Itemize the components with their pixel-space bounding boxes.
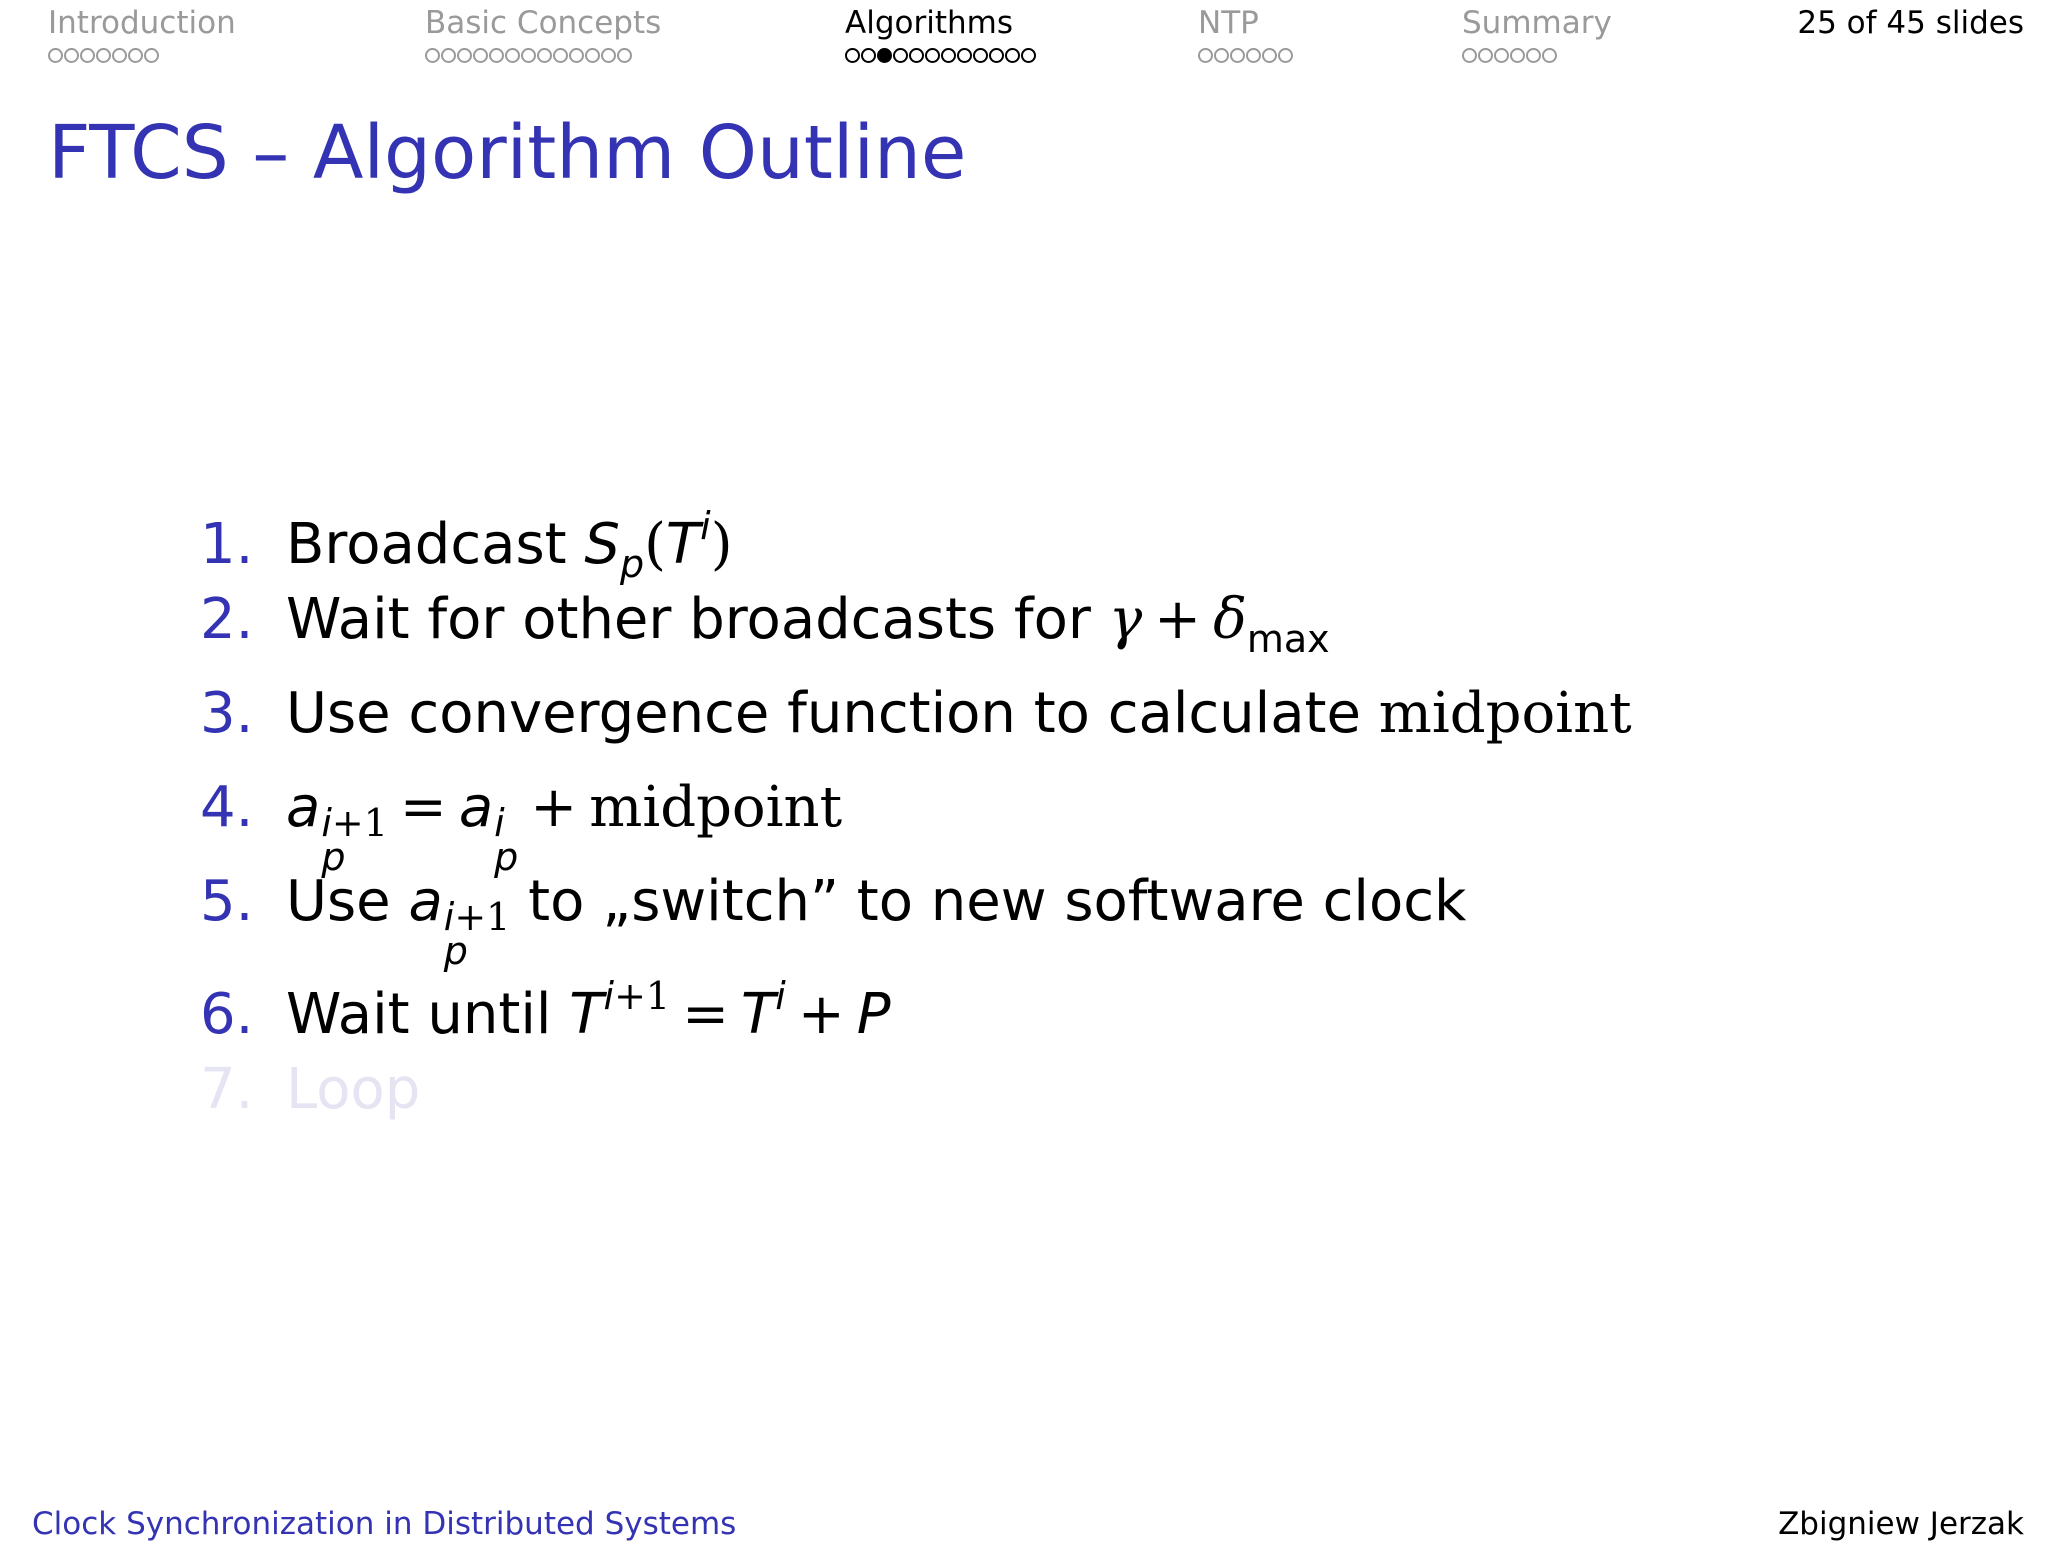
nav-dot[interactable] (144, 48, 159, 63)
page-title: FTCS – Algorithm Outline (48, 110, 967, 196)
navigation-bar (0, 0, 2048, 80)
nav-dot[interactable] (1542, 48, 1557, 63)
nav-dot[interactable] (1494, 48, 1509, 63)
nav-dot[interactable] (893, 48, 908, 63)
nav-dot[interactable] (1262, 48, 1277, 63)
nav-dot[interactable] (425, 48, 440, 63)
nav-dot[interactable] (585, 48, 600, 63)
step-math: $S_p(T^i)$ (584, 504, 733, 586)
nav-dot[interactable] (128, 48, 143, 63)
list-item (200, 768, 1632, 879)
nav-dot[interactable] (569, 48, 584, 63)
list-item (200, 1050, 1632, 1144)
nav-dot[interactable] (1021, 48, 1036, 63)
nav-dot[interactable] (1230, 48, 1245, 63)
step-number: 2. (200, 587, 254, 652)
nav-section-introduction[interactable] (48, 4, 236, 66)
nav-dot[interactable] (1198, 48, 1213, 63)
step-number: 3. (200, 681, 254, 746)
step-text: Loop (286, 1057, 421, 1122)
step-number: 5. (200, 869, 254, 934)
nav-dots (425, 48, 661, 66)
nav-dot[interactable] (1246, 48, 1261, 63)
nav-dot[interactable] (489, 48, 504, 63)
nav-dot[interactable] (48, 48, 63, 63)
step-number: 1. (200, 512, 254, 577)
nav-dot[interactable] (941, 48, 956, 63)
step-number: 6. (200, 982, 254, 1047)
nav-dot[interactable] (1510, 48, 1525, 63)
step-number: 7. (200, 1057, 254, 1122)
nav-section-title[interactable]: Basic Concepts (425, 5, 662, 41)
nav-dot[interactable] (1478, 48, 1493, 63)
nav-dot[interactable] (64, 48, 79, 63)
nav-dot[interactable] (1526, 48, 1541, 63)
nav-dots (845, 48, 1036, 66)
step-text: Broadcast (286, 512, 567, 577)
nav-section-basic-concepts[interactable] (425, 4, 661, 66)
nav-dot[interactable] (957, 48, 972, 63)
step-math: a i+1 p = a i p + midpoint (286, 775, 843, 879)
nav-section-title[interactable]: Summary (1462, 5, 1612, 41)
nav-dot[interactable] (617, 48, 632, 63)
nav-dot[interactable] (989, 48, 1004, 63)
nav-section-algorithms[interactable] (845, 4, 1036, 66)
step-text: Use convergence function to calculate (286, 681, 1361, 746)
nav-section-title[interactable]: NTP (1198, 5, 1259, 41)
step-math: $T^{i+1} = T^i + P$ (569, 974, 891, 1047)
nav-dot[interactable] (1462, 48, 1477, 63)
nav-dot-current[interactable] (877, 48, 892, 63)
step-text: Use (286, 869, 391, 934)
nav-dots (1198, 48, 1293, 66)
list-item (200, 580, 1632, 674)
nav-dot[interactable] (909, 48, 924, 63)
nav-dot[interactable] (1005, 48, 1020, 63)
nav-section-title[interactable]: Algorithms (845, 5, 1013, 41)
slide-counter: 25 of 45 slides (1797, 5, 2024, 41)
nav-dots (48, 48, 236, 66)
step-number: 4. (200, 775, 254, 840)
algorithm-steps-list (200, 486, 1632, 1144)
nav-dot[interactable] (925, 48, 940, 63)
nav-dot[interactable] (505, 48, 520, 63)
step-math: midpoint (1378, 681, 1632, 746)
list-item (200, 486, 1632, 586)
nav-dot[interactable] (473, 48, 488, 63)
step-text: Wait until (286, 982, 552, 1047)
nav-section-title[interactable]: Introduction (48, 5, 236, 41)
nav-dot[interactable] (861, 48, 876, 63)
nav-dot[interactable] (1214, 48, 1229, 63)
nav-dot[interactable] (601, 48, 616, 63)
nav-dot[interactable] (521, 48, 536, 63)
list-item (200, 674, 1632, 768)
nav-section-ntp[interactable] (1198, 4, 1293, 66)
footer-author: Zbigniew Jerzak (1778, 1506, 2024, 1542)
nav-section-summary[interactable] (1462, 4, 1612, 66)
list-item (200, 956, 1632, 1050)
nav-dot[interactable] (537, 48, 552, 63)
nav-dot[interactable] (973, 48, 988, 63)
nav-dots (1462, 48, 1612, 66)
step-text: to „switch” to new software clock (528, 869, 1467, 934)
step-math: a i+1 p (408, 869, 511, 973)
step-math: $\gamma + \delta_{max}$ (1108, 587, 1330, 661)
nav-dot[interactable] (96, 48, 111, 63)
nav-dot[interactable] (553, 48, 568, 63)
list-item (200, 862, 1632, 973)
nav-dot[interactable] (1278, 48, 1293, 63)
nav-dot[interactable] (441, 48, 456, 63)
nav-dot[interactable] (112, 48, 127, 63)
nav-dot[interactable] (457, 48, 472, 63)
footer-presentation-title: Clock Synchronization in Distributed Systems (32, 1506, 737, 1542)
step-text: Wait for other broadcasts for (286, 587, 1091, 652)
nav-dot[interactable] (80, 48, 95, 63)
nav-dot[interactable] (845, 48, 860, 63)
